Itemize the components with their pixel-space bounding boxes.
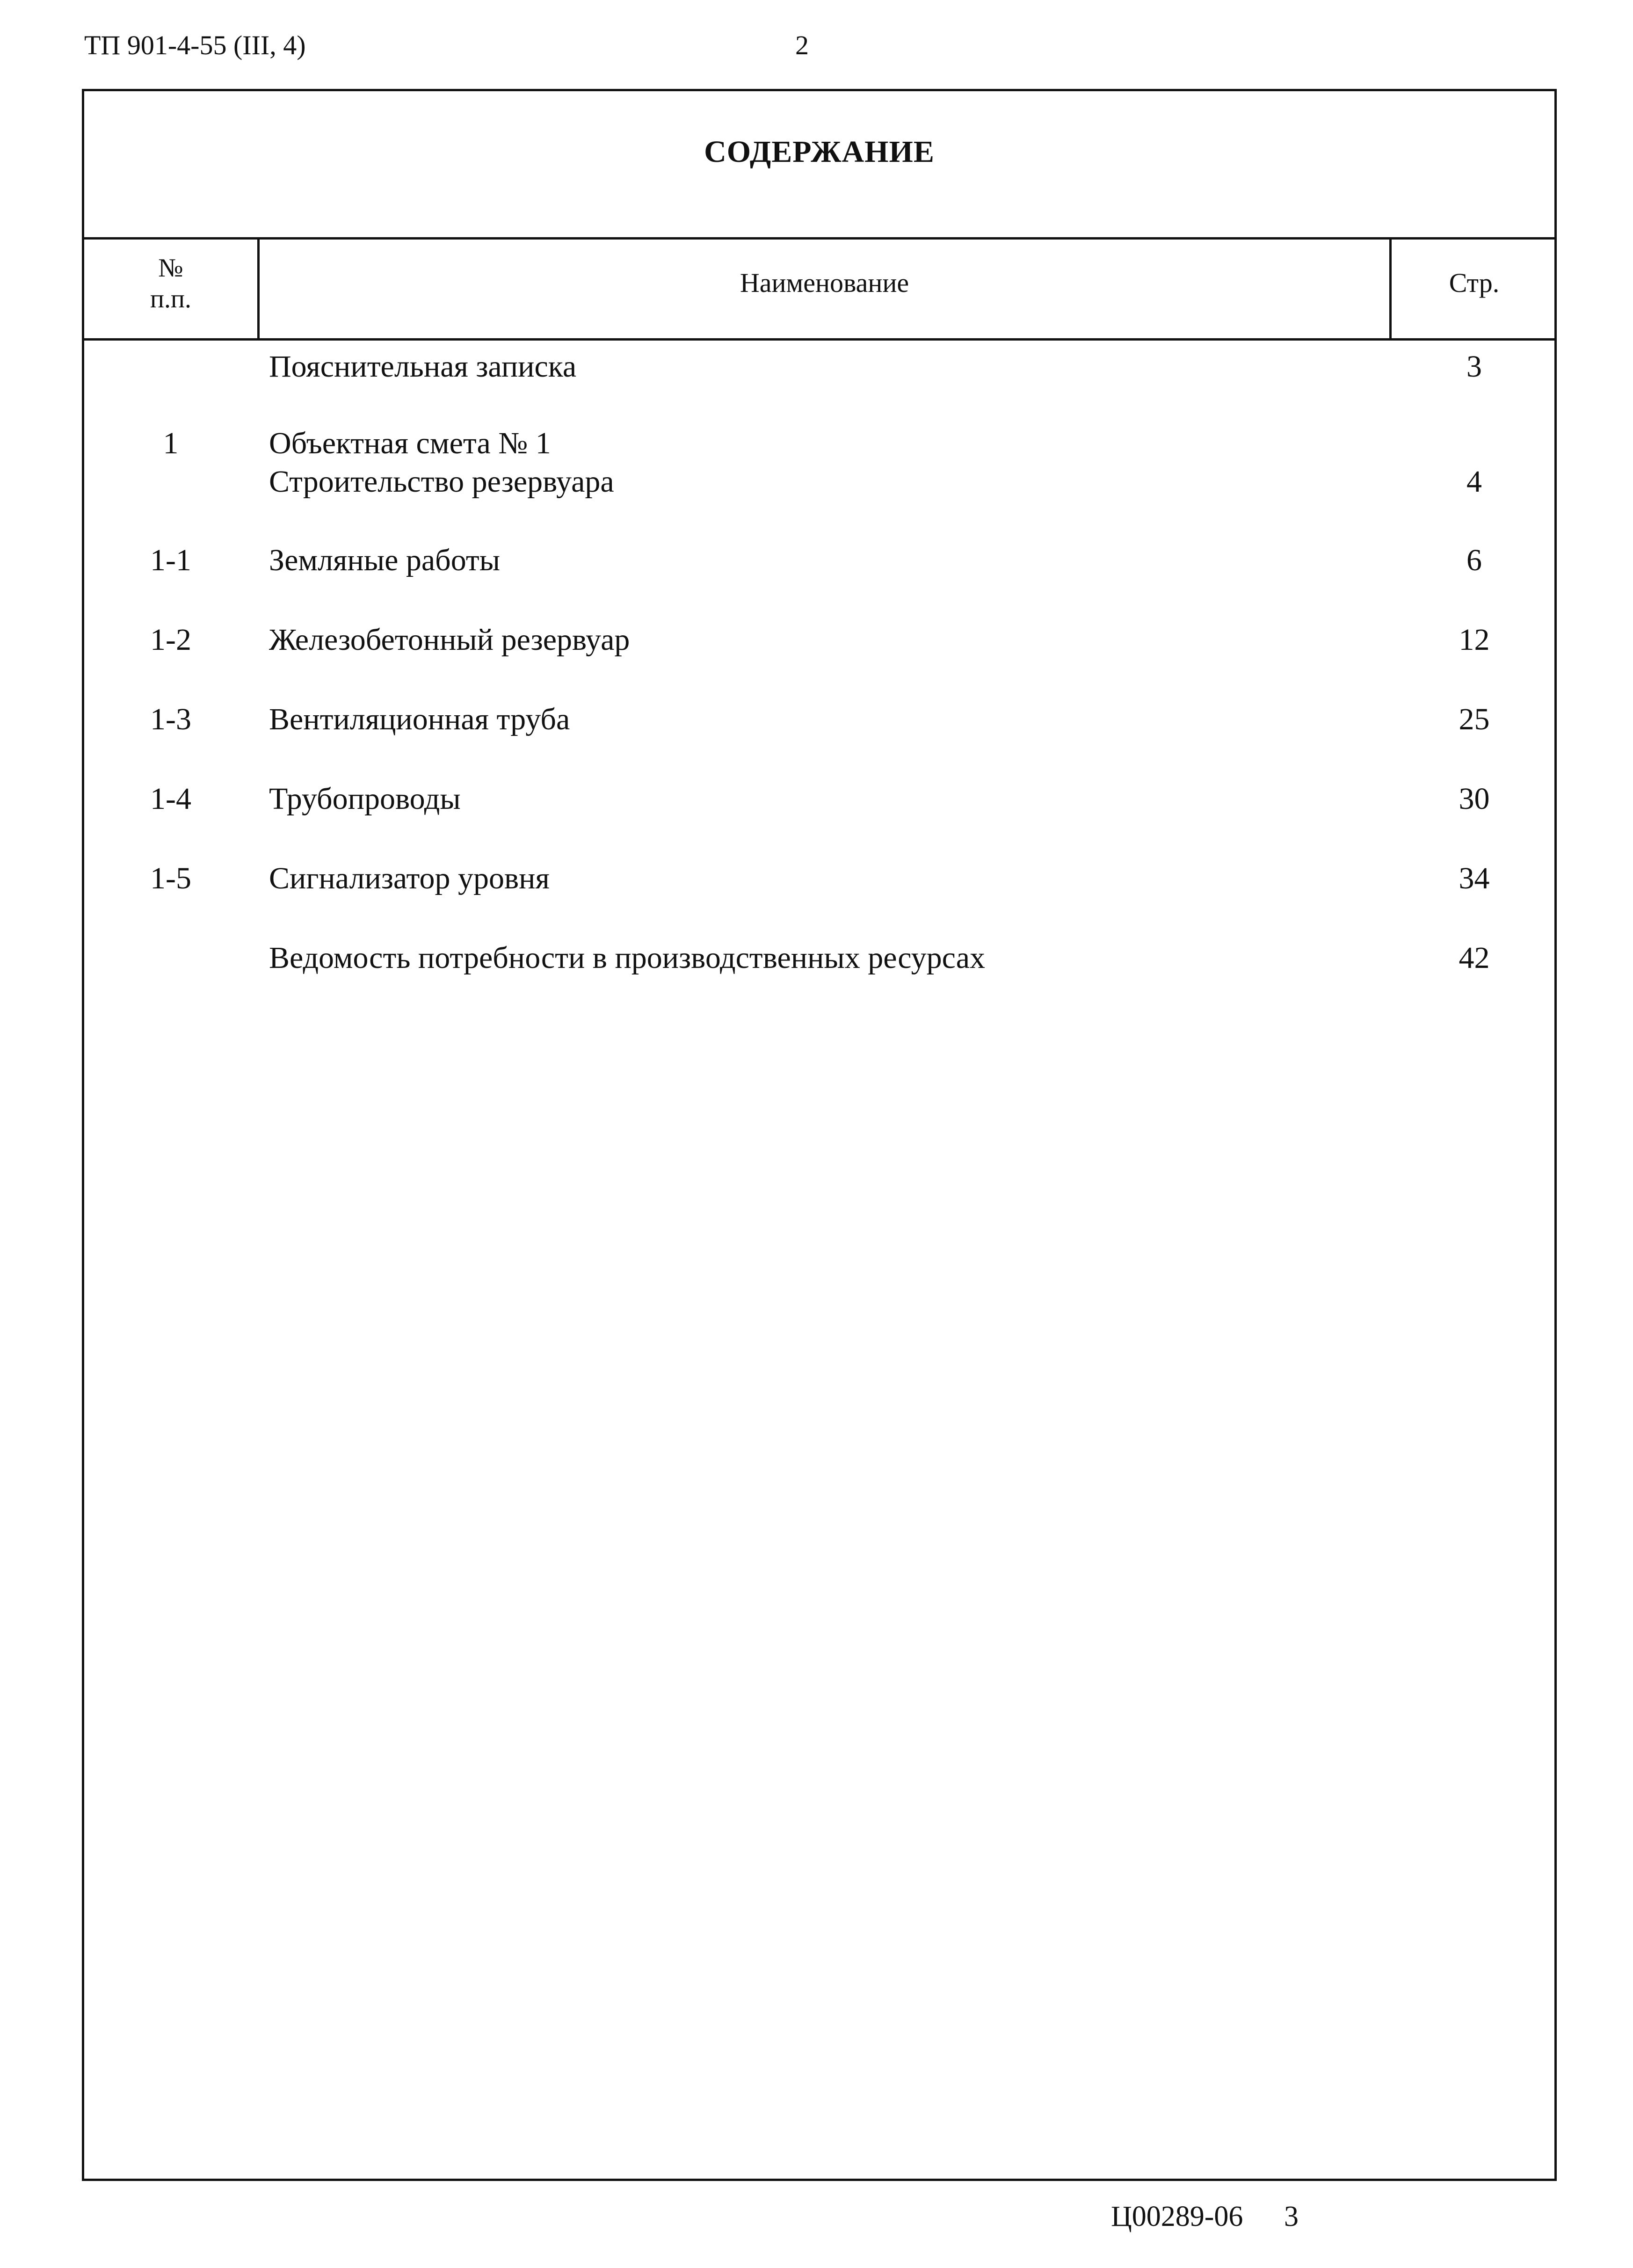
toc-row-number: 1-1 xyxy=(150,543,191,577)
divider xyxy=(84,237,1554,240)
column-header-name: Наименование xyxy=(740,268,909,298)
toc-row-name xyxy=(269,621,1382,659)
contents-frame xyxy=(82,89,1557,2181)
toc-row-page: 30 xyxy=(1459,782,1490,816)
toc-row-page: 34 xyxy=(1459,861,1490,895)
toc-row-name-line: Трубопроводы xyxy=(269,782,461,816)
toc-row-number: 1-2 xyxy=(150,623,191,657)
footer-code: Ц00289-06 xyxy=(1111,2201,1243,2232)
toc-row-name xyxy=(269,780,1382,818)
toc-row-name-line: Вентиляционная труба xyxy=(269,702,570,736)
toc-row-name-line: Объектная смета № 1 xyxy=(269,426,551,460)
toc-row-name xyxy=(269,424,1382,501)
toc-row-page: 3 xyxy=(1466,349,1482,384)
column-header-number xyxy=(84,253,257,314)
column-header-page: Стр. xyxy=(1449,268,1500,298)
toc-row-number: 1-4 xyxy=(150,782,191,816)
toc-row-name-line: Земляные работы xyxy=(269,543,501,577)
toc-row-name xyxy=(269,939,1382,977)
toc-row-name xyxy=(269,859,1382,898)
toc-row-number: 1-5 xyxy=(150,861,191,895)
toc-row-name-line: Пояснительная записка xyxy=(269,349,577,384)
column-header-number-line1: № xyxy=(158,254,183,283)
divider xyxy=(84,338,1554,341)
toc-row-name-line: Строительство резервуара xyxy=(269,465,614,499)
toc-row-page: 42 xyxy=(1459,941,1490,975)
page-title: СОДЕРЖАНИЕ xyxy=(704,135,935,169)
toc-row-page: 12 xyxy=(1459,623,1490,657)
toc-row-name-line: Ведомость потребности в производственных ресурсах xyxy=(269,941,986,975)
footer-page-number: 3 xyxy=(1284,2201,1299,2232)
toc-row-page: 25 xyxy=(1459,702,1490,736)
column-header-number-line2: п.п. xyxy=(150,284,191,313)
toc-row-number: 1 xyxy=(163,426,179,460)
toc-row-name-line: Железобетонный резервуар xyxy=(269,623,630,657)
toc-row-name xyxy=(269,348,1382,386)
toc-row-name xyxy=(269,541,1382,580)
toc-row-page: 4 xyxy=(1466,465,1482,499)
toc-row-name xyxy=(269,700,1382,739)
toc-row-page: 6 xyxy=(1466,543,1482,577)
header-doc-code: ТП 901-4-55 (III, 4) xyxy=(84,30,306,60)
toc-row-number: 1-3 xyxy=(150,702,191,736)
toc-row-name-line: Сигнализатор уровня xyxy=(269,861,550,895)
header-page-number: 2 xyxy=(795,30,809,60)
